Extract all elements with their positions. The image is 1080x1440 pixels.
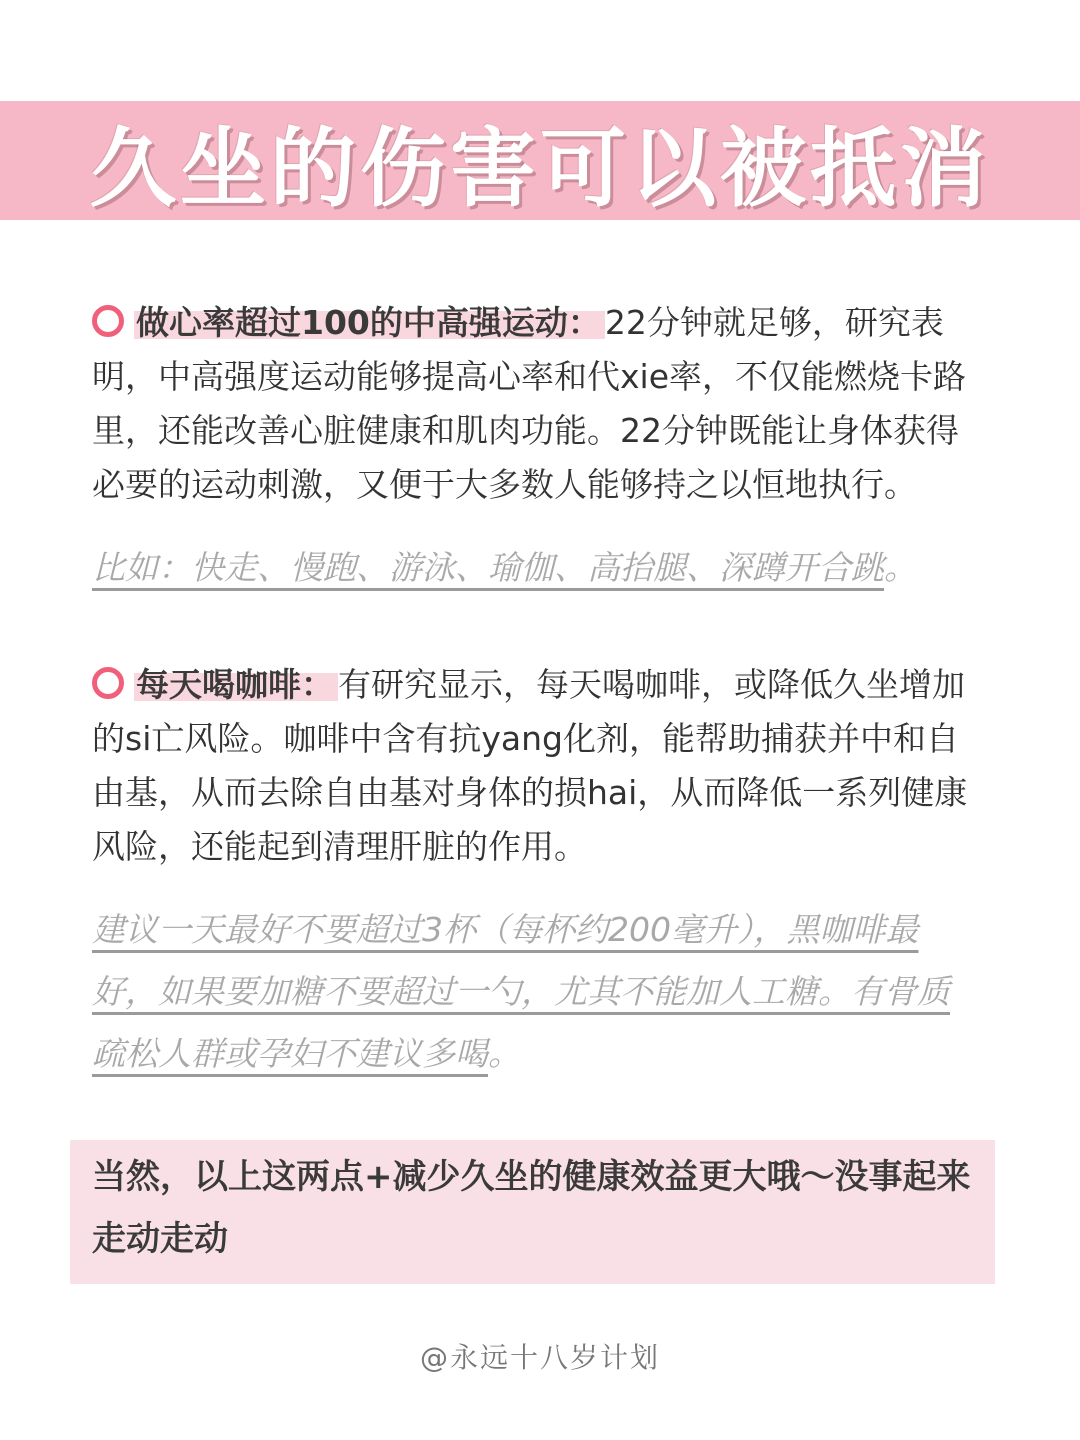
coffee-note-text: 建议一天最好不要超过3杯（每杯约200毫升），黑咖啡最好，如果要加糖不要超过一勺，尤其不能加人工糖。有骨质疏松人群或孕妇不建议多喝 xyxy=(92,910,950,1073)
exercise-example xyxy=(92,537,982,599)
coffee-paragraph xyxy=(92,658,982,874)
section-coffee xyxy=(92,658,982,874)
coffee-note-end: 。 xyxy=(488,1034,521,1073)
summary-text: 当然，以上这两点+减少久坐的健康效益更大哦～没事起来走动走动 xyxy=(92,1157,971,1259)
summary-box xyxy=(70,1140,995,1284)
exercise-paragraph xyxy=(92,296,982,512)
page-title: 久坐的伤害可以被抵消 xyxy=(90,118,990,219)
section-exercise xyxy=(92,296,982,512)
title-banner xyxy=(0,101,1080,220)
coffee-body: 有研究显示，每天喝咖啡，或降低久坐增加的si亡风险。咖啡中含有抗yang化剂，能帮助捕获并中和自由基，从而去除自由基对身体的损hai，从而降低一系列健康风险，还能起到清理肝脏的作用。 xyxy=(92,665,968,866)
exercise-body: 22分钟就足够，研究表明，中高强度运动能够提高心率和代xie率，不仅能燃烧卡路里，还能改善心脏健康和肌肉功能。22分钟既能让身体获得必要的运动刺激，又便于大多数人能够持之以恒地执行。 xyxy=(92,303,967,504)
coffee-note xyxy=(92,899,982,1085)
exercise-heading: 做心率超过100的中高强运动： xyxy=(134,303,605,342)
section-exercise-example xyxy=(92,537,982,599)
section-coffee-note xyxy=(92,899,982,1085)
exercise-example-end: 。 xyxy=(884,548,917,587)
author-signature: @永远十八岁计划 xyxy=(419,1341,660,1374)
circle-marker-icon xyxy=(92,305,124,337)
exercise-example-text: 比如：快走、慢跑、游泳、瑜伽、高抬腿、深蹲开合跳 xyxy=(92,548,884,587)
circle-marker-icon xyxy=(92,667,124,699)
coffee-heading: 每天喝咖啡： xyxy=(134,665,338,704)
